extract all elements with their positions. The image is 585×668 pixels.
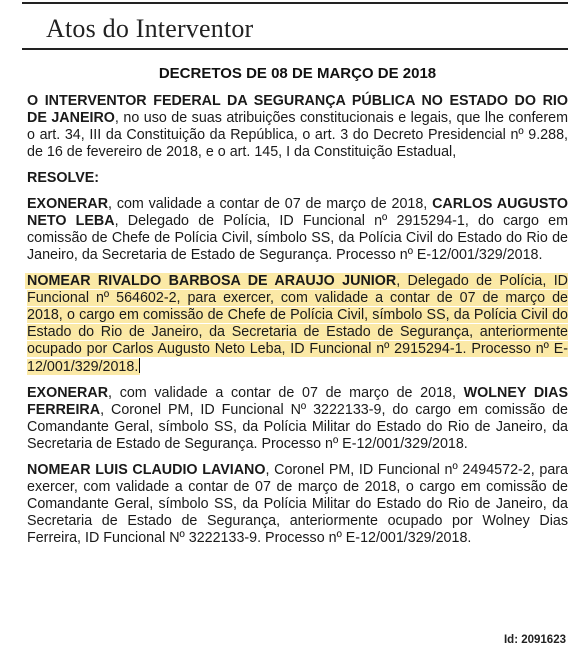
act-text: , Delegado de Polícia, ID Funcional nº 2915294-1, do cargo em comissão de Chefe de Polícia Civil, símbolo SS, da Polícia Civil do Estado do Rio de Janeiro, da Secretaria de Estado de Segurança. Processo nº E-12/001/329/2018.: [27, 213, 568, 263]
decree-title: DECRETOS DE 08 DE MARÇO DE 2018: [158, 65, 437, 82]
preamble-paragraph: [27, 93, 568, 161]
act-action: EXONERAR: [27, 196, 109, 212]
act-action: EXONERAR: [27, 385, 109, 401]
act-paragraph-3: [27, 385, 568, 453]
act-paragraph-1: [27, 196, 568, 264]
act-person-name: CARLOS AUGUSTO NETO LEBA: [27, 196, 568, 229]
act-text: , Coronel PM, ID Funcional nº 2494572-2, para exercer, com validade a contar de 07 de março de 2018, o cargo em comissão de Comandante Geral, símbolo SS, da Polícia Militar do Estado do Rio de Janeiro, da Secretaria de Estado de Segurança, anteriormente ocupado por Wolney Dias Ferreira, ID Funcional Nº 3222133-9. Processo nº E-12/001/329/2018.: [27, 462, 568, 546]
act-person-name: WOLNEY DIAS FERREIRA: [27, 385, 568, 418]
preamble-authority: O INTERVENTOR FEDERAL DA SEGURANÇA PÚBLICA NO ESTADO DO RIO DE JANEIRO: [27, 93, 568, 126]
text-cursor: [139, 358, 140, 373]
section-title-rule: [22, 48, 568, 50]
act-text: , com validade a contar de 07 de março de 2018,: [108, 385, 464, 401]
act-action: NOMEAR RIVALDO BARBOSA DE ARAUJO JUNIOR: [27, 273, 397, 289]
resolve-label: RESOLVE:: [27, 170, 100, 186]
act-paragraph-2[interactable]: [27, 273, 568, 376]
text-highlight[interactable]: [25, 273, 568, 375]
act-text: , Delegado de Polícia, ID Funcional nº 564602-2, para exercer, com validade a contar de 07 de março de 2018, o cargo em comissão de Chefe de Polícia Civil, símbolo SS, da Polícia Civil do Estado do Rio de Janeiro, da Secretaria de Estado de Segurança, anteriormente ocupado por Carlos Augusto Neto Leba, ID Funcional nº 2915294-1. Processo nº E-12/001/329/2018.: [27, 273, 568, 375]
section-title: Atos do Interventor: [46, 14, 254, 43]
document-body: [27, 57, 568, 556]
top-rule: [22, 2, 568, 4]
act-action: NOMEAR LUIS CLAUDIO LAVIANO: [27, 462, 266, 478]
act-paragraph-4: [27, 462, 568, 547]
preamble-text: , no uso de suas atribuições constitucionais e legais, que lhe conferem o art. 34, III da Constituição da República, o art. 3 do Decreto Presidencial nº 9.288, de 16 de fevereiro de 2018, e o art. 145, I da Constituição Estadual,: [27, 110, 568, 160]
act-text: , Coronel PM, ID Funcional Nº 3222133-9, do cargo em comissão de Comandante Geral, símbolo SS, da Polícia Militar do Estado do Rio de Janeiro, da Secretaria de Estado de Segurança. Processo nº E-12/001/329/2018.: [27, 402, 568, 452]
document-id: Id: 2091623: [503, 634, 566, 646]
act-text: , com validade a contar de 07 de março de 2018,: [108, 196, 433, 212]
